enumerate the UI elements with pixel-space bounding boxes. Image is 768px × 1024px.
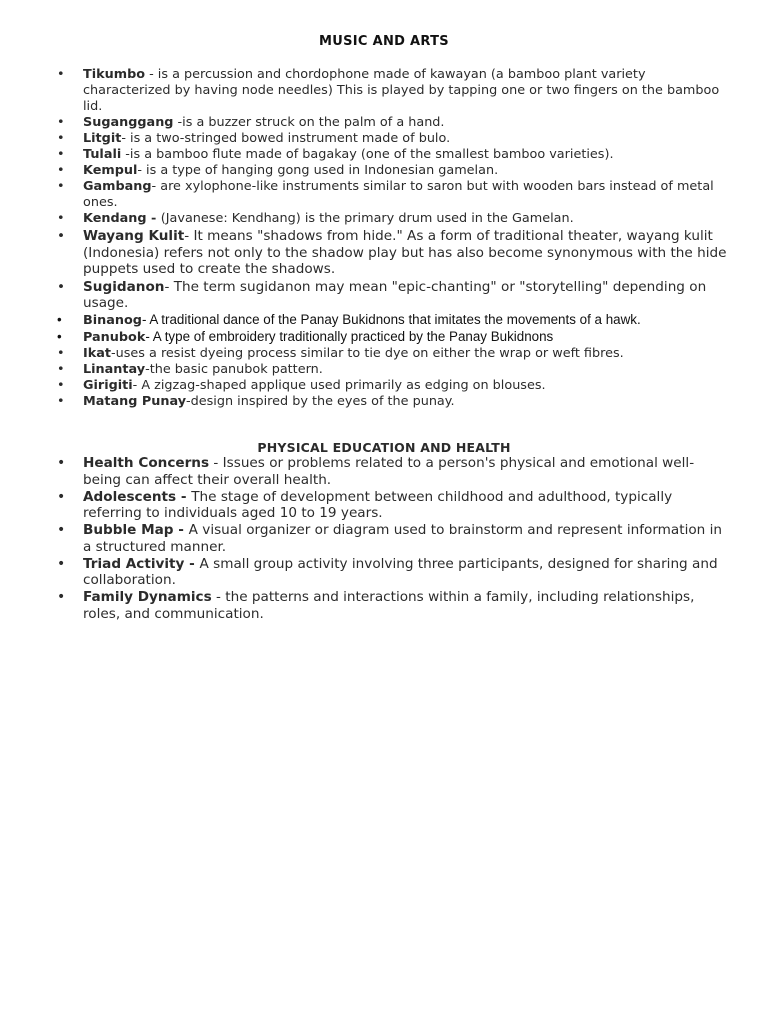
definition: - A type of embroidery traditionally practiced by the Panay Bukidnons	[145, 328, 554, 344]
list-item-girigiti	[0, 378, 768, 394]
term: Matang Punay	[83, 393, 187, 409]
list-item-kendang	[0, 211, 768, 227]
list-item-sugidanon	[0, 279, 768, 312]
bullet-icon: •	[57, 361, 65, 377]
bullet-icon: •	[57, 555, 66, 572]
term: Tikumbo	[83, 67, 146, 82]
bullet-icon: •	[57, 377, 65, 393]
term: Gambang	[83, 179, 152, 194]
definition: - is a two-stringed bowed instrument made of bulo.	[121, 131, 451, 146]
list-item-family-dynamics	[0, 589, 768, 622]
bullet-icon: •	[57, 228, 66, 244]
bullet-icon: •	[57, 147, 65, 162]
definition: - are xylophone-like instruments similar to saron but with wooden bars instead of metal ones.	[83, 179, 714, 210]
term: Wayang Kulit	[83, 228, 185, 244]
pe-health-list	[0, 455, 768, 623]
term: Tulali	[83, 147, 122, 162]
bullet-icon: •	[57, 115, 65, 130]
definition: -is a bamboo flute made of bagakay (one of the smallest bamboo varieties).	[121, 147, 614, 162]
bullet-icon: •	[57, 328, 62, 344]
definition: - It means "shadows from hide." As a form of traditional theater, wayang kulit (Indonesia) refers not only to the shadow play but has also become synonymous with the hide puppets used to create the shadows.	[83, 228, 727, 277]
bullet-icon: •	[57, 278, 66, 295]
definition: -uses a resist dyeing process similar to tie dye on either the wrap or weft fibres.	[111, 345, 624, 361]
bullet-icon: •	[57, 211, 65, 226]
term: Health Concerns	[83, 455, 210, 471]
definition: -the basic panubok pattern.	[145, 361, 323, 377]
list-item-wayang-kulit	[0, 228, 768, 278]
list-item-panubok	[0, 329, 768, 346]
list-item-tikumbo	[0, 67, 768, 115]
list-item-triad-activity	[0, 556, 768, 589]
list-item-ikat	[0, 346, 768, 362]
definition: A visual organizer or diagram used to brainstorm and represent information in a structured manner.	[83, 522, 722, 555]
definition: -design inspired by the eyes of the punay.	[186, 393, 455, 409]
definition: - is a type of hanging gong used in Indonesian gamelan.	[137, 163, 499, 178]
term: Ikat	[83, 345, 112, 361]
list-item-matang-punay	[0, 394, 768, 410]
bullet-icon: •	[57, 455, 66, 471]
definition: - Issues or problems related to a person's physical and emotional well-being can affect their overall health.	[83, 455, 695, 488]
list-item-tulali	[0, 147, 768, 163]
definition: - is a percussion and chordophone made of kawayan (a bamboo plant variety characterized by having node needles) This is played by tapping one or two fingers on the bamboo lid.	[83, 67, 720, 114]
bullet-icon: •	[57, 67, 65, 82]
definition: -is a buzzer struck on the palm of a hand.	[173, 115, 445, 130]
list-item-adolescents	[0, 489, 768, 522]
list-item-bubble-map	[0, 522, 768, 555]
bullet-icon: •	[57, 589, 66, 605]
term: Suganggang	[83, 115, 174, 130]
definition: - A traditional dance of the Panay Bukidnons that imitates the movements of a hawk.	[141, 311, 641, 327]
list-item-health-concerns	[0, 455, 768, 488]
definition: A small group activity involving three participants, designed for sharing and collaboration.	[83, 555, 718, 588]
definition: - A zigzag-shaped applique used primarily as edging on blouses.	[132, 377, 546, 393]
term: Panubok	[83, 329, 146, 345]
term: Litgit	[83, 131, 122, 146]
bullet-icon: •	[57, 311, 62, 327]
bullet-icon: •	[57, 163, 65, 178]
music-arts-list	[0, 67, 768, 410]
bullet-icon: •	[57, 393, 65, 409]
bullet-icon: •	[57, 345, 65, 361]
bullet-icon: •	[57, 522, 66, 538]
term: Adolescents -	[83, 488, 192, 505]
pe-health-heading: PHYSICAL EDUCATION AND HEALTH	[257, 440, 511, 455]
bullet-icon: •	[57, 179, 65, 194]
term: Kendang -	[83, 211, 161, 226]
list-item-kempul	[0, 163, 768, 179]
definition: The stage of development between childhood and adulthood, typically referring to individuals aged 10 to 19 years.	[83, 488, 673, 521]
term: Family Dynamics	[83, 589, 212, 605]
list-item-binanog	[0, 312, 768, 329]
music-arts-heading: MUSIC AND ARTS	[319, 34, 449, 49]
term: Triad Activity -	[83, 555, 200, 572]
list-item-suganggang	[0, 115, 768, 131]
list-item-litgit	[0, 131, 768, 147]
term: Binanog	[83, 312, 142, 328]
bullet-icon: •	[57, 488, 66, 505]
list-item-gambang	[0, 179, 768, 211]
term: Sugidanon	[83, 278, 165, 295]
list-item-linantay	[0, 362, 768, 378]
definition: - the patterns and interactions within a family, including relationships, roles, and communication.	[83, 589, 695, 622]
definition: - The term sugidanon may mean "epic-chanting" or "storytelling" depending on usage.	[83, 278, 707, 311]
term: Linantay	[83, 361, 146, 377]
bullet-icon: •	[57, 131, 65, 146]
definition: (Javanese: Kendhang) is the primary drum used in the Gamelan.	[160, 211, 574, 226]
term: Bubble Map -	[83, 522, 189, 538]
term: Kempul	[83, 163, 138, 178]
term: Girigiti	[83, 377, 133, 393]
